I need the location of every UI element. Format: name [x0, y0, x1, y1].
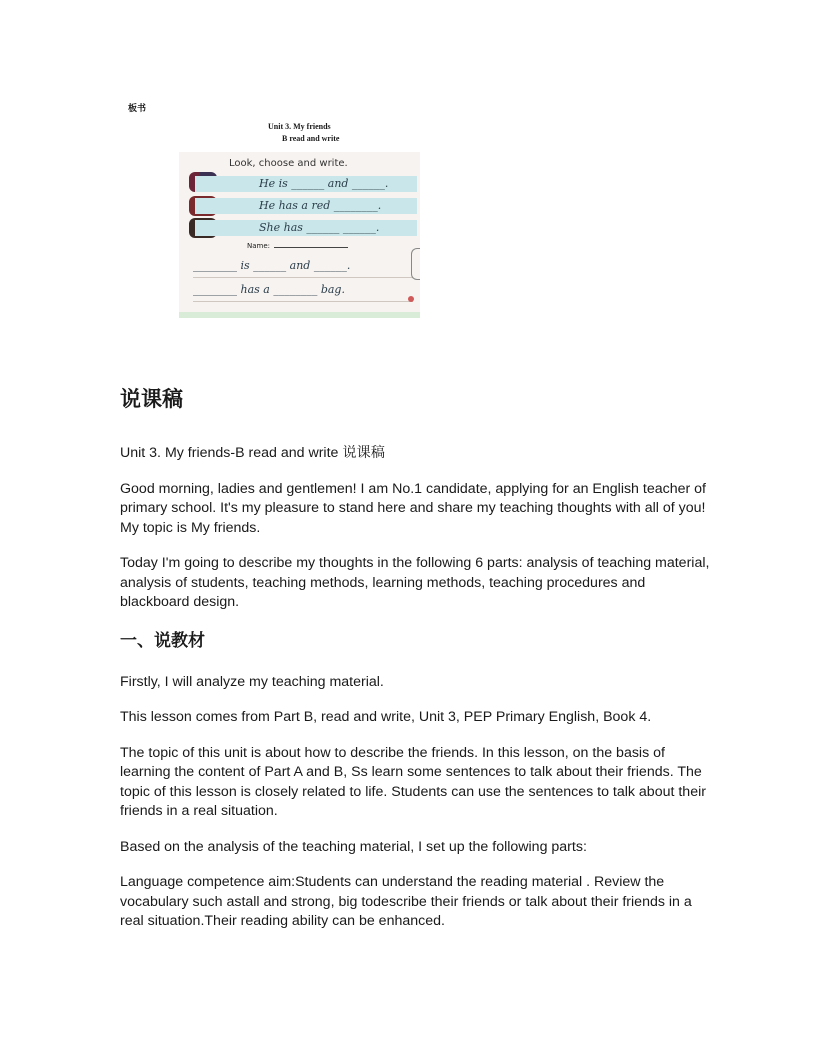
board-title-line2: B read and write	[282, 134, 340, 143]
intro-paragraph: Good morning, ladies and gentlemen! I am No.1 candidate, applying for an English teacher of primary school. It's my pleasure to stand here and share my teaching thoughts with all of you! My topic is My friends.	[120, 480, 706, 536]
board-title	[268, 121, 339, 145]
corner-dot	[408, 296, 414, 302]
worksheet-instruction: Look, choose and write.	[229, 158, 348, 169]
board-label: 板书	[128, 104, 147, 114]
name-line	[274, 247, 348, 248]
paragraph: Language competence aim:Students can understand the reading material . Review the vocabulary such astall and strong, big todescribe their friends or talk about their friends in a real situation.Their reading ability can be enhanced.	[120, 874, 692, 929]
worksheet-image	[179, 152, 420, 318]
writing-line: ________ has a ________ bag.	[193, 278, 413, 302]
worksheet-row-text: He is ______ and ______.	[259, 177, 389, 190]
paragraph: This lesson comes from Part B, read and write, Unit 3, PEP Primary English, Book 4.	[120, 709, 652, 725]
outline-paragraph: Today I'm going to describe my thoughts in the following 6 parts: analysis of teaching material, analysis of students, teaching methods, learning methods, teaching procedures and blackboard design.	[120, 555, 710, 610]
bracket-mark	[411, 248, 420, 280]
paragraph: Based on the analysis of the teaching material, I set up the following parts:	[120, 838, 587, 855]
worksheet-row	[195, 176, 417, 192]
worksheet-row-text: She has ______ ______.	[259, 221, 380, 234]
worksheet-row	[195, 220, 417, 236]
writing-line: ________ is ______ and ______.	[193, 254, 413, 278]
document-body	[120, 382, 710, 948]
board-title-line1: Unit 3. My friends	[268, 122, 331, 131]
section-heading-material: 一、说教材	[120, 630, 205, 651]
paragraph: The topic of this unit is about how to describe the friends. In this lesson, on the basis of learning the content of Part A and B, Ss learn some sentences to talk about their friends. The topic of this lesson is closely related to life. Students can use the sentences to talk about their friends in a real situation.	[120, 744, 706, 819]
worksheet-row	[195, 198, 417, 214]
document-subtitle: Unit 3. My friends-B read and write 说课稿	[120, 445, 385, 461]
worksheet-row-text: He has a red ________.	[259, 199, 382, 212]
worksheet-name-field	[247, 242, 348, 250]
worksheet-name-label: Name:	[247, 242, 271, 250]
document-title: 说课稿	[120, 387, 183, 411]
worksheet-writing-lines	[193, 254, 413, 302]
paragraph: Firstly, I will analyze my teaching material.	[120, 673, 384, 690]
